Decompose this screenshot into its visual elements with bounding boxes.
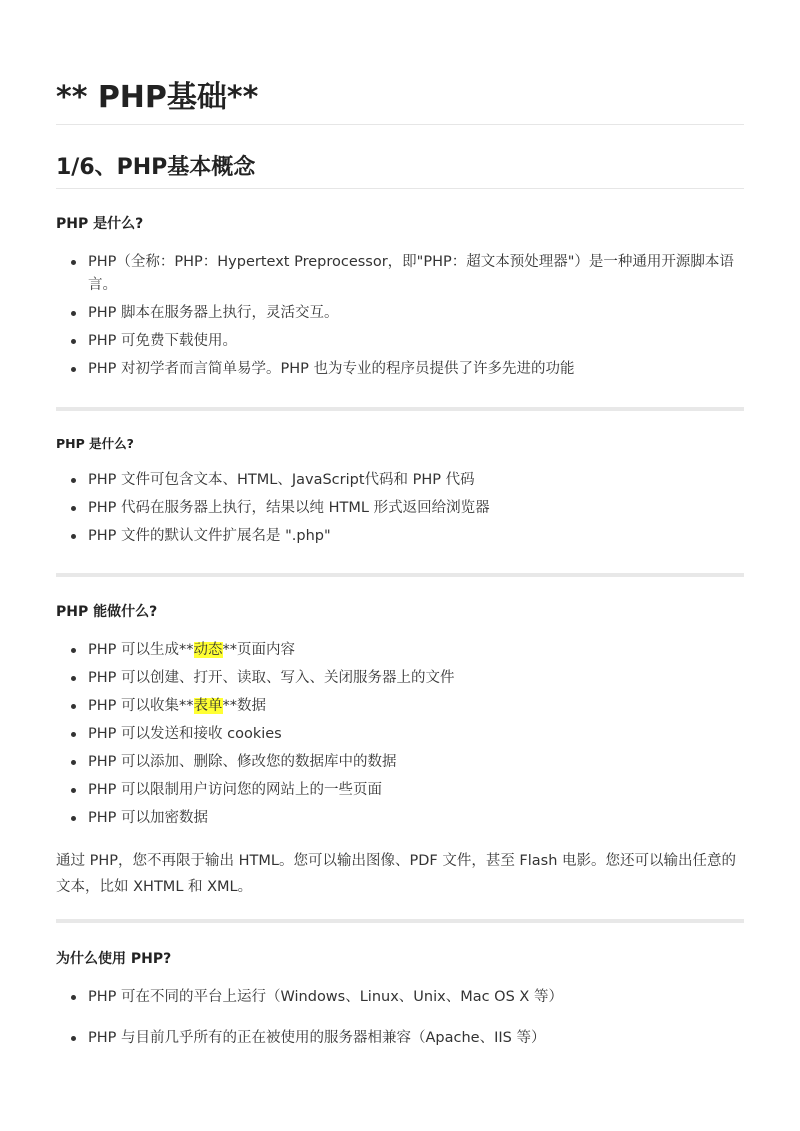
- list-item: PHP 可在不同的平台上运行（Windows、Linux、Unix、Mac OS X 等）: [56, 986, 744, 1009]
- section-heading-why-use-php: 为什么使用 PHP?: [56, 951, 172, 967]
- section-divider: [56, 919, 744, 923]
- list-item: PHP（全称：PHP：Hypertext Preprocessor，即"PHP：超文本预处理器"）是一种通用开源脚本语言。: [56, 251, 744, 297]
- page-title: ** PHP基础**: [56, 74, 744, 125]
- list-item: PHP 文件的默认文件扩展名是 ".php": [56, 525, 744, 548]
- what-is-php-list: [56, 251, 744, 386]
- list-item: PHP 可以限制用户访问您的网站上的一些页面: [56, 779, 744, 802]
- list-item: PHP 可以收集**表单**数据: [56, 695, 744, 718]
- section-heading-what-is-php: PHP 是什么?: [56, 216, 144, 232]
- section-heading-what-can-php-do: PHP 能做什么?: [56, 604, 158, 620]
- list-item: PHP 可以加密数据: [56, 807, 744, 830]
- section-subtitle: 1/6、PHP基本概念: [56, 150, 744, 189]
- list-item: PHP 与目前几乎所有的正在被使用的服务器相兼容（Apache、IIS 等）: [56, 1027, 744, 1050]
- list-item: PHP 可以发送和接收 cookies: [56, 723, 744, 746]
- list-item: PHP 可以添加、删除、修改您的数据库中的数据: [56, 751, 744, 774]
- php-file-list: [56, 469, 744, 553]
- highlight-form: 表单: [193, 698, 223, 714]
- list-item: PHP 可以生成**动态**页面内容: [56, 639, 744, 662]
- highlight-dynamic: 动态: [193, 642, 223, 658]
- output-paragraph: 通过 PHP，您不再限于输出 HTML。您可以输出图像、PDF 文件，甚至 Flash 电影。您还可以输出任意的文本，比如 XHTML 和 XML。: [56, 853, 737, 895]
- why-php-list: [56, 986, 744, 1068]
- section-heading-what-is-php-file: PHP 是什么?: [56, 436, 134, 451]
- list-item: PHP 文件可包含文本、HTML、JavaScript代码和 PHP 代码: [56, 469, 744, 492]
- list-item: PHP 可免费下载使用。: [56, 330, 744, 353]
- list-item: PHP 可以创建、打开、读取、写入、关闭服务器上的文件: [56, 667, 744, 690]
- section-divider: [56, 573, 744, 577]
- section-divider: [56, 407, 744, 411]
- list-item: PHP 代码在服务器上执行，结果以纯 HTML 形式返回给浏览器: [56, 497, 744, 520]
- list-item: PHP 对初学者而言简单易学。PHP 也为专业的程序员提供了许多先进的功能: [56, 358, 744, 381]
- list-item: PHP 脚本在服务器上执行，灵活交互。: [56, 302, 744, 325]
- php-capabilities-list: [56, 639, 744, 835]
